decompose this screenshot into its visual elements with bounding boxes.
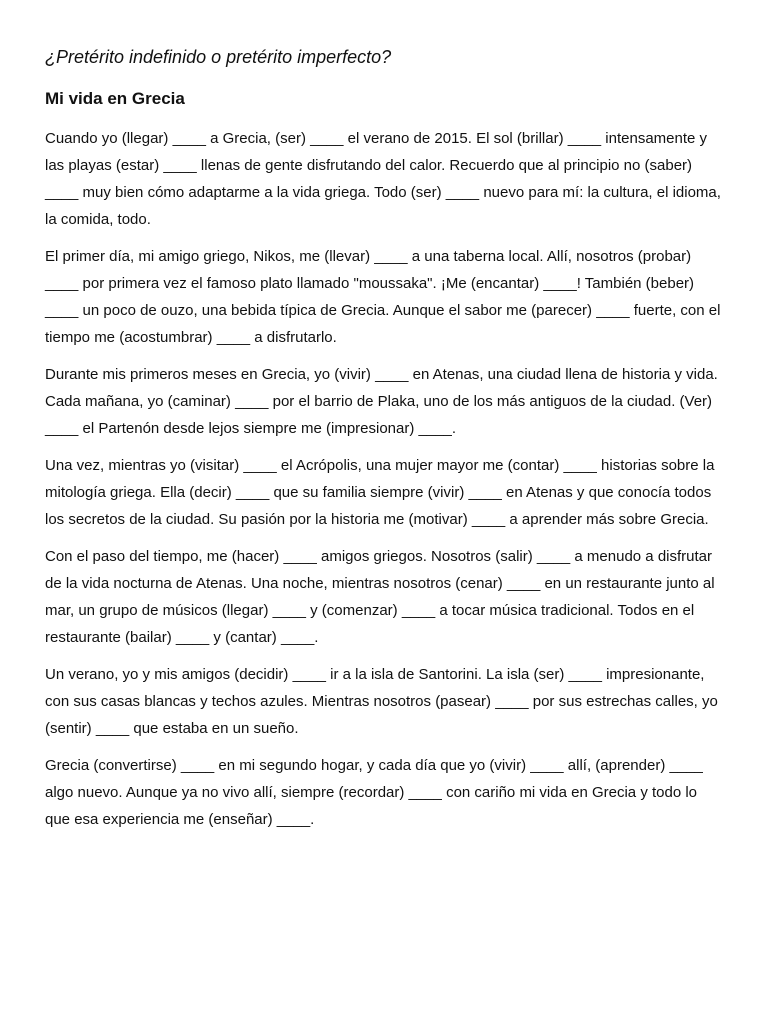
paragraph-7: Grecia (convertirse) ____ en mi segundo hogar, y cada día que yo (vivir) ____ allí, (aprender) ____ algo nuevo. Aunque ya no vivo allí, siempre (recordar) ____ con cariño mi vida en Grecia y todo lo que esa experiencia me (enseñar) ____. <box>45 757 703 828</box>
paragraph-1: Cuando yo (llegar) ____ a Grecia, (ser) ____ el verano de 2015. El sol (brillar) ____ intensamente y las playas (estar) ____ llenas de gente disfrutando del calor. Recuerdo que al principio no (saber) ____ muy bien cómo adaptarme a la vida griega. Todo (ser) ____ nuevo para mí: la cultura, el idioma, la comida, todo. <box>45 130 721 228</box>
worksheet-subtitle: ¿Pretérito indefinido o pretérito imperfecto? <box>45 47 392 67</box>
paragraph-2: El primer día, mi amigo griego, Nikos, me (llevar) ____ a una taberna local. Allí, nosotros (probar) ____ por primera vez el famoso plato llamado "moussaka". ¡Me (encantar) ____! También (beber) ____ un poco de ouzo, una bebida típica de Grecia. Aunque el sabor me (parecer) ____ fuerte, con el tiempo me (acostumbrar) ____ a disfrutarlo. <box>45 248 721 346</box>
worksheet-title: Mi vida en Grecia <box>45 89 185 108</box>
paragraph-5: Con el paso del tiempo, me (hacer) ____ amigos griegos. Nosotros (salir) ____ a menudo a disfrutar de la vida nocturna de Atenas. Una noche, mientras nosotros (cenar) ____ en un restaurante junto al mar, un grupo de músicos (llegar) ____ y (comenzar) ____ a tocar música tradicional. Todos en el restaurante (bailar) ____ y (cantar) ____. <box>45 548 715 646</box>
paragraph-6: Un verano, yo y mis amigos (decidir) ____ ir a la isla de Santorini. La isla (ser) ____ impresionante, con sus casas blancas y techos azules. Mientras nosotros (pasear) ____ por sus estrechas calles, yo (sentir) ____ que estaba en un sueño. <box>45 666 718 737</box>
paragraph-4: Una vez, mientras yo (visitar) ____ el Acrópolis, una mujer mayor me (contar) ____ historias sobre la mitología griega. Ella (decir) ____ que su familia siempre (vivir) ____ en Atenas y que conocía todos los secretos de la ciudad. Su pasión por la historia me (motivar) ____ a aprender más sobre Grecia. <box>45 457 715 528</box>
exercise-text <box>45 125 724 833</box>
paragraph-3: Durante mis primeros meses en Grecia, yo (vivir) ____ en Atenas, una ciudad llena de historia y vida. Cada mañana, yo (caminar) ____ por el barrio de Plaka, uno de los más antiguos de la ciudad. (Ver) ____ el Partenón desde lejos siempre me (impresionar) ____. <box>45 366 718 437</box>
